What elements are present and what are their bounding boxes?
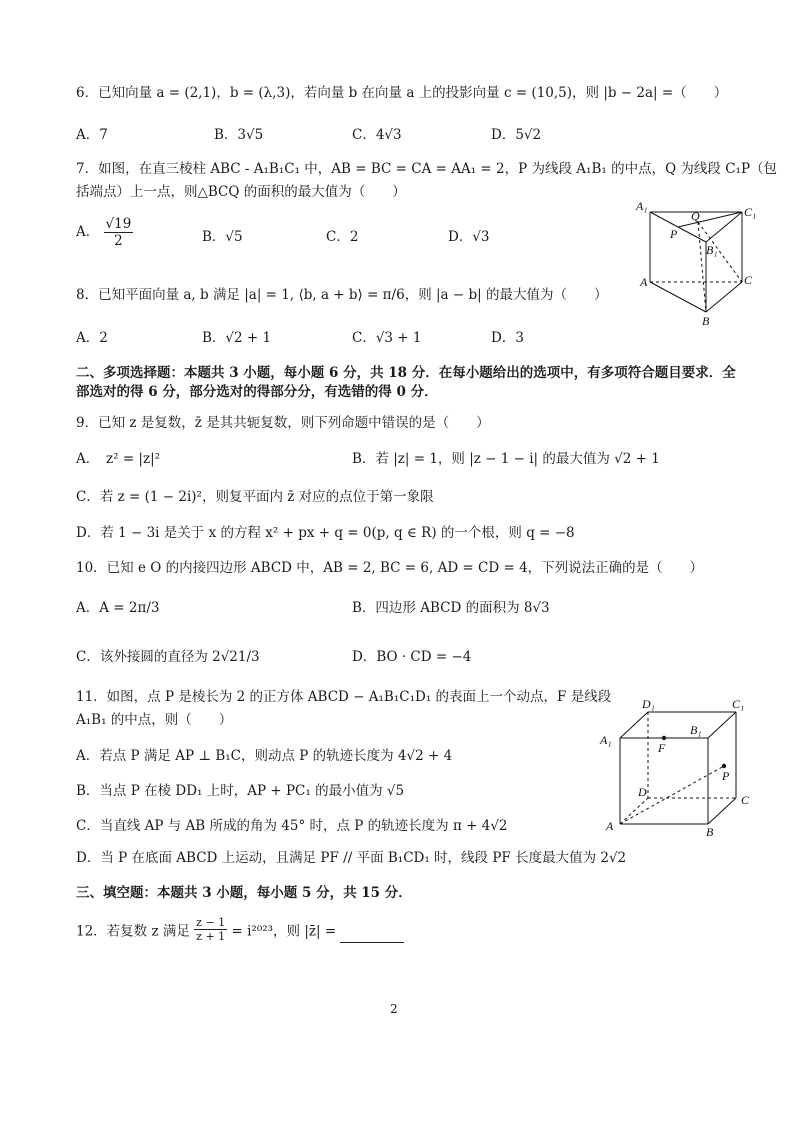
- section2-line2: 部选对的得 6 分，部分选对的得部分分，有选错的得 0 分．: [76, 384, 438, 400]
- q8-option-a: A．2: [76, 330, 108, 346]
- segment-q-c: [698, 222, 742, 282]
- q12-answer-blank[interactable]: [340, 928, 404, 943]
- q7-option-c: C．2: [326, 229, 359, 245]
- label-c1-cube: C₁: [732, 697, 745, 711]
- section2-line1: 二、多项选择题：本题共 3 小题，每小题 6 分，共 18 分．在每小题给出的选项中，有多项符合题目要求．全: [76, 365, 736, 381]
- q11-option-a: A．若点 P 满足 AP ⊥ B₁C，则动点 P 的轨迹长度为 4√2 + 4: [76, 748, 453, 764]
- q7-stem-line2: 括端点）上一点，则△BCQ 的面积的最大值为（ ）: [76, 184, 406, 200]
- q12-fraction: [194, 916, 227, 943]
- cube-figure: [598, 696, 758, 846]
- q9-option-c: C．若 z = (1 − 2i)²，则复平面内 z̄ 对应的点位于第一象限: [76, 489, 434, 505]
- q11-stem-line2: A₁B₁ 的中点，则（ ）: [76, 712, 233, 728]
- q9-option-d: D．若 1 − 3i 是关于 x 的方程 x² + px + q = 0(p, q ∈ R) 的一个根，则 q = −8: [76, 525, 575, 541]
- q12-prefix: 12．若复数 z 满足: [76, 923, 190, 940]
- q6-option-c: C．4√3: [352, 127, 402, 143]
- q11-stem-line1: 11．如图，点 P 是棱长为 2 的正方体 ABCD − A₁B₁C₁D₁ 的表面上一个动点，F 是线段: [76, 689, 612, 705]
- q8-option-c: C．√3 + 1: [352, 330, 422, 346]
- prism-edge-b-c: [706, 282, 742, 312]
- q11-option-d: D．当 P 在底面 ABCD 上运动，且满足 PF // 平面 B₁CD₁ 时，线段 PF 长度最大值为 2√2: [76, 850, 627, 866]
- q7-option-d: D．√3: [448, 229, 490, 245]
- label-a1-cube: A₁: [600, 733, 612, 747]
- q10-option-a: A．A = 2π/3: [76, 600, 160, 616]
- q7-option-a: [76, 216, 133, 249]
- prism-figure: [636, 198, 776, 328]
- point-p: [722, 764, 726, 768]
- prism-edge-a-b: [650, 282, 706, 312]
- q9-option-a: A． z² = |z|²: [76, 451, 161, 467]
- q7-option-a-label: A．: [76, 224, 100, 240]
- q8-option-b: B．√2 + 1: [202, 330, 272, 346]
- q11-option-b: B．当点 P 在棱 DD₁ 上时，AP + PC₁ 的最小值为 √5: [76, 783, 405, 799]
- label-a: A: [640, 275, 648, 289]
- cube-edge-a-d-hidden: [620, 798, 648, 824]
- q7-option-a-numerator: √19: [105, 216, 132, 232]
- q6-option-b: B．3√5: [214, 127, 264, 143]
- label-q: Q: [691, 209, 700, 223]
- label-c: C: [744, 273, 753, 287]
- q12-fraction-denominator: z + 1: [196, 930, 226, 943]
- cube-edge-a1-d1: [620, 712, 648, 738]
- segment-q-b: [698, 222, 706, 312]
- q6-option-d: D．5√2: [491, 127, 542, 143]
- label-b1-cube: B₁: [690, 723, 702, 737]
- q11-option-c: C．当直线 AP 与 AB 所成的角为 45° 时，点 P 的轨迹长度为 π + 4√2: [76, 818, 508, 834]
- q10-option-b: B．四边形 ABCD 的面积为 8√3: [352, 600, 550, 616]
- q9-stem: 9．已知 z 是复数，z̄ 是其共轭复数，则下列命题中错误的是（ ）: [76, 415, 490, 431]
- cube-edge-b-c: [708, 798, 736, 824]
- label-c1: C₁: [744, 205, 757, 219]
- label-a-cube: A: [606, 819, 614, 833]
- q10-stem: 10．已知 e O 的内接四边形 ABCD 中，AB = 2, BC = 6, AD = CD = 4，下列说法正确的是（ ）: [76, 560, 704, 576]
- q6-option-a: A．7: [76, 127, 108, 143]
- section3-title: 三、填空题：本题共 3 小题，每小题 5 分，共 15 分．: [76, 885, 412, 901]
- q12-fraction-numerator: z − 1: [196, 916, 226, 929]
- q7-stem-line1: 7．如图，在直三棱柱 ABC - A₁B₁C₁ 中，AB = BC = CA = AA₁ = 2，P 为线段 A₁B₁ 的中点，Q 为线段 C₁P（包: [76, 161, 778, 177]
- label-d: D: [638, 785, 647, 799]
- label-p: P: [670, 227, 678, 241]
- label-a1: A₁: [636, 199, 648, 213]
- q8-option-d: D．3: [491, 330, 524, 346]
- q10-option-d: D．BO · CD = −4: [352, 649, 472, 665]
- page-number: 2: [390, 1002, 398, 1016]
- q8-stem: 8．已知平面向量 a, b 满足 |a| = 1, ⟨b, a + b⟩ = π/6，则 |a − b| 的最大值为（ ）: [76, 287, 608, 303]
- q7-option-b: B．√5: [202, 229, 243, 245]
- q12-stem: [76, 916, 404, 943]
- label-d1: D₁: [642, 697, 655, 711]
- label-p-cube: P: [722, 769, 730, 783]
- q7-option-a-denominator: 2: [114, 233, 123, 249]
- label-b: B: [702, 314, 710, 328]
- q7-option-a-fraction: [104, 216, 134, 249]
- q6-stem: 6．已知向量 a = (2,1)，b = (λ,3)，若向量 b 在向量 a 上的投影向量 c = (10,5)，则 |b − 2a| =（ ）: [76, 85, 728, 101]
- cube-edge-b1-c1: [708, 712, 736, 738]
- q10-option-c: C．该外接圆的直径为 2√21/3: [76, 649, 260, 665]
- label-c-cube: C: [741, 793, 750, 807]
- label-f: F: [658, 741, 666, 755]
- label-b-cube: B: [706, 825, 714, 839]
- point-f: [662, 736, 666, 740]
- label-b1: B₁: [706, 243, 718, 257]
- q12-suffix: = i²⁰²³，则 |z̄| =: [231, 923, 337, 940]
- q9-option-b: B．若 |z| = 1，则 |z − 1 − i| 的最大值为 √2 + 1: [352, 451, 660, 467]
